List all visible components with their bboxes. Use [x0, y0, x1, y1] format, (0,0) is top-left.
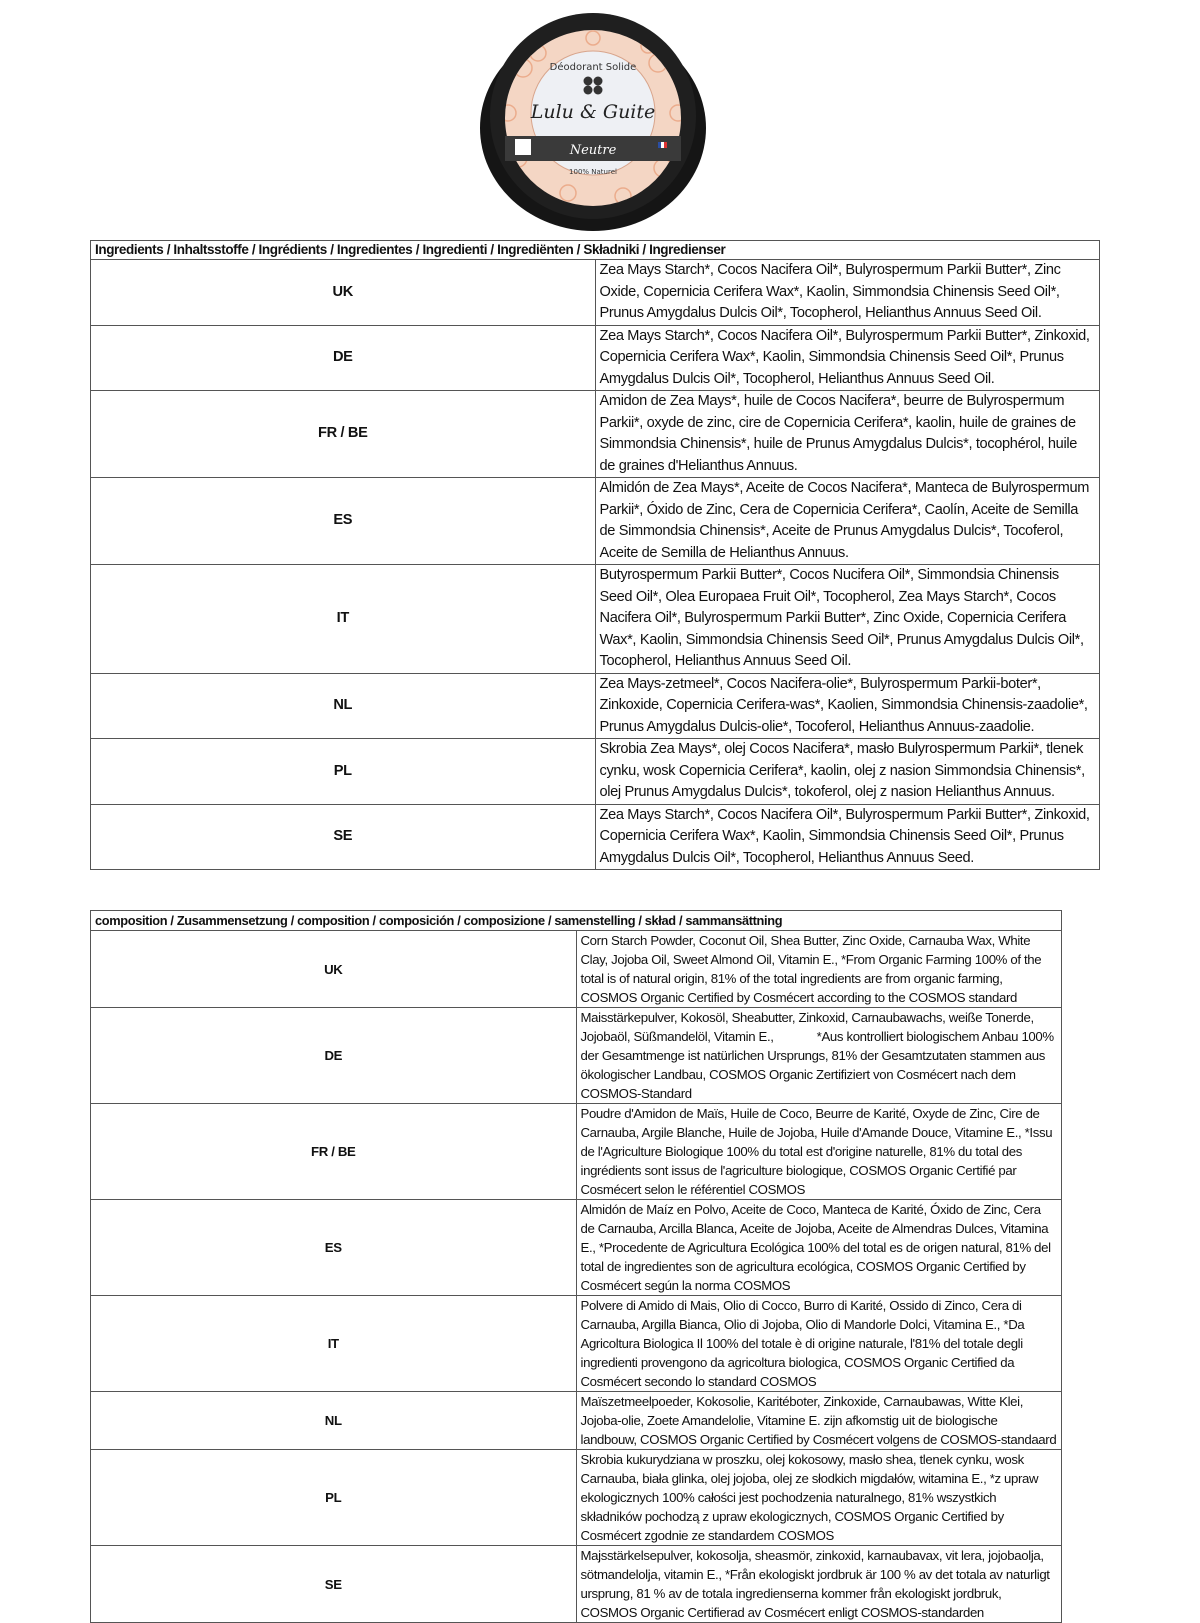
ingredients-text: Zea Mays Starch*, Cocos Nacifera Oil*, Bulyrospermum Parkii Butter*, Zinkoxid, Copernicia Cerifera Wax*, Kaolin, Simmondsia Chinensis Seed Oil*, Prunus Amygdalus Dulcis Oil*, Tocopherol, Helianthus Annuus Seed.	[595, 804, 1100, 870]
composition-row	[91, 1296, 1062, 1392]
composition-row	[91, 1104, 1062, 1200]
variant-text: Neutre	[569, 143, 617, 158]
ingredients-row	[91, 325, 1100, 391]
language-code: NL	[91, 673, 596, 739]
language-code: DE	[91, 1008, 577, 1104]
ingredients-row	[91, 260, 1100, 326]
ingredients-row	[91, 565, 1100, 674]
composition-row	[91, 1392, 1062, 1450]
product-image-deodorant-tin	[478, 8, 708, 233]
ingredients-text: Zea Mays Starch*, Cocos Nacifera Oil*, Bulyrospermum Parkii Butter*, Zinc Oxide, Copernicia Cerifera Wax*, Kaolin, Simmondsia Chinensis Seed Oil*, Prunus Amygdalus Dulcis Oil*, Tocopherol, Helianthus Annuus Seed Oil.	[595, 260, 1100, 326]
composition-text: Skrobia kukurydziana w proszku, olej kokosowy, masło shea, tlenek cynku, wosk Carnauba, biała glinka, olej jojoba, olej ze słodkich migdałów, witamina E., *z upraw ekologicznych 100% całości jest pochodzenia naturalnego, 81% wszystkich składników pochodzą z upraw ekologicznych, COSMOS Organic Certified by Cosmécert zgodnie ze standardem COSMOS	[576, 1450, 1062, 1546]
brand-logo-text: Lulu & Guite	[530, 101, 656, 123]
claim-text: 100% Naturel	[569, 168, 617, 176]
composition-table	[90, 910, 1062, 1623]
ingredients-row	[91, 391, 1100, 478]
language-code: UK	[91, 260, 596, 326]
composition-row	[91, 931, 1062, 1008]
ingredients-text: Skrobia Zea Mays*, olej Cocos Nacifera*, masło Bulyrospermum Parkii*, tlenek cynku, wosk Copernicia Cerifera*, kaolin, olej z nasion Simmondsia Chinensis*, olej Prunus Amygdalus Dulcis*, tokoferol, olej z nasion Helianthus Annuus.	[595, 739, 1100, 805]
ingredients-row	[91, 673, 1100, 739]
language-code: NL	[91, 1392, 577, 1450]
language-code: ES	[91, 1200, 577, 1296]
composition-text: Maisstärkepulver, Kokosöl, Sheabutter, Zinkoxid, Carnaubawachs, weiße Tonerde, Jojobaöl, Süßmandelöl, Vitamin E., *Aus kontrolliert biologischem Anbau 100% der Gesamtmenge ist natürlichen Ursprungs, 81% der Gesamtzutaten stammen aus ökologischer Landbau, COSMOS Organic Zertifiziert von Cosmécert nach dem COSMOS-Standard	[576, 1008, 1062, 1104]
language-code: SE	[91, 1546, 577, 1623]
language-code: IT	[91, 1296, 577, 1392]
composition-row	[91, 1200, 1062, 1296]
french-flag-icon	[658, 142, 667, 148]
cosmos-organic-badge	[515, 139, 531, 155]
ingredients-table	[90, 240, 1100, 870]
language-code: SE	[91, 804, 596, 870]
composition-row	[91, 1546, 1062, 1623]
composition-text: Polvere di Amido di Mais, Olio di Cocco, Burro di Karité, Ossido di Zinco, Cera di Carnauba, Argilla Bianca, Olio di Jojoba, Olio di Mandorle Dolci, Vitamina E., *Da Agricoltura Biologica Il 100% del totale è di origine naturale, l'81% del totale degli ingredienti provengono da agricoltura biologica, COSMOS Organic Certified da Cosmécert secondo lo standard COSMOS	[576, 1296, 1062, 1392]
composition-header: composition / Zusammensetzung / composition / composición / composizione / samenstelling / skład / sammansättning	[91, 911, 1062, 931]
language-code: PL	[91, 1450, 577, 1546]
composition-text: Majsstärkelsepulver, kokosolja, sheasmör, zinkoxid, karnaubavax, vit lera, jojobaolja, sötmandelolja, vitamin E., *Från ekologiskt jordbruk är 100 % av det totala av naturligt ursprung, 81 % av de totala ingredienserna kommer från ekologiskt jordbruk, COSMOS Organic Certifierad av Cosmécert enligt COSMOS-standarden	[576, 1546, 1062, 1623]
ingredients-text: Zea Mays-zetmeel*, Cocos Nacifera-olie*, Bulyrospermum Parkii-boter*, Zinkoxide, Copernicia Cerifera-was*, Kaolien, Simmondsia Chinensis-zaadolie*, Prunus Amygdalus Dulcis-olie*, Tocoferol, Helianthus Annuus-zaadolie.	[595, 673, 1100, 739]
ingredients-text: Almidón de Zea Mays*, Aceite de Cocos Nacifera*, Manteca de Bulyrospermum Parkii*, Óxido de Zinc, Cera de Copernicia Cerifera*, Caolín, Aceite de Semilla de Simmondsia Chinensis*, Aceite de Prunus Amygdalus Dulcis*, Tocoferol, Aceite de Semilla de Helianthus Annuus.	[595, 478, 1100, 565]
language-code: PL	[91, 739, 596, 805]
language-code: FR / BE	[91, 391, 596, 478]
composition-text: Poudre d'Amidon de Maïs, Huile de Coco, Beurre de Karité, Oxyde de Zinc, Cire de Carnauba, Argile Blanche, Huile de Jojoba, Huile d'Amande Douce, Vitamine E., *Issu de l'Agriculture Biologique 100% du total est d'origine naturelle, 81% du total des ingrédients sont issus de l'agriculture biologique, COSMOS Organic Certifié par Cosmécert selon le référentiel COSMOS	[576, 1104, 1062, 1200]
composition-row	[91, 1008, 1062, 1104]
ingredients-text: Zea Mays Starch*, Cocos Nacifera Oil*, Bulyrospermum Parkii Butter*, Zinkoxid, Copernicia Cerifera Wax*, Kaolin, Simmondsia Chinensis Seed Oil*, Prunus Amygdalus Dulcis Oil*, Tocopherol, Helianthus Annuus Seed Oil.	[595, 325, 1100, 391]
product-type-text: Déodorant Solide	[549, 62, 637, 73]
language-code: DE	[91, 325, 596, 391]
ingredients-text: Butyrospermum Parkii Butter*, Cocos Nucifera Oil*, Simmondsia Chinensis Seed Oil*, Olea Europaea Fruit Oil*, Tocopherol, Zea Mays Starch*, Cocos Nacifera Oil*, Bulyrospermum Parkii Butter*, Zinc Oxide, Copernicia Cerifera Wax*, Kaolin, Simmondsia Chinensis Seed Oil*, Prunus Amygdalus Dulcis Oil*, Tocopherol, Helianthus Annuus Seed Oil.	[595, 565, 1100, 674]
ingredients-text: Amidon de Zea Mays*, huile de Cocos Nacifera*, beurre de Bulyrospermum Parkii*, oxyde de zinc, cire de Copernicia Cerifera*, kaolin, huile de graines de Simmondsia Chinensis*, huile de Prunus Amygdalus Dulcis*, tocophérol, huile de graines d'Helianthus Annuus.	[595, 391, 1100, 478]
language-code: ES	[91, 478, 596, 565]
ingredients-row	[91, 478, 1100, 565]
language-code: UK	[91, 931, 577, 1008]
ingredients-row	[91, 739, 1100, 805]
language-code: IT	[91, 565, 596, 674]
composition-text: Corn Starch Powder, Coconut Oil, Shea Butter, Zinc Oxide, Carnauba Wax, White Clay, Jojoba Oil, Sweet Almond Oil, Vitamin E., *From Organic Farming 100% of the total is of natural origin, 81% of the total ingredients are from organic farming, COSMOS Organic Certified by Cosmécert according to the COSMOS standard	[576, 931, 1062, 1008]
composition-text: Maïszetmeelpoeder, Kokosolie, Karitéboter, Zinkoxide, Carnaubawas, Witte Klei, Jojoba-olie, Zoete Amandelolie, Vitamine E. zijn afkomstig uit de biologische landbouw, COSMOS Organic Certified by Cosmécert volgens de COSMOS-standaard	[576, 1392, 1062, 1450]
language-code: FR / BE	[91, 1104, 577, 1200]
composition-row	[91, 1450, 1062, 1546]
ingredients-header: Ingredients / Inhaltsstoffe / Ingrédients / Ingredientes / Ingredienti / Ingrediënten / Składniki / Ingredienser	[91, 241, 1100, 260]
composition-text: Almidón de Maíz en Polvo, Aceite de Coco, Manteca de Karité, Óxido de Zinc, Cera de Carnauba, Arcilla Blanca, Aceite de Jojoba, Aceite de Almendras Dulces, Vitamina E., *Procedente de Agricultura Ecológica 100% del total es de origen natural, 81% del total de ingredientes son de agricultura ecológica, COSMOS Organic Certified by Cosmécert según la norma COSMOS	[576, 1200, 1062, 1296]
ingredients-row	[91, 804, 1100, 870]
